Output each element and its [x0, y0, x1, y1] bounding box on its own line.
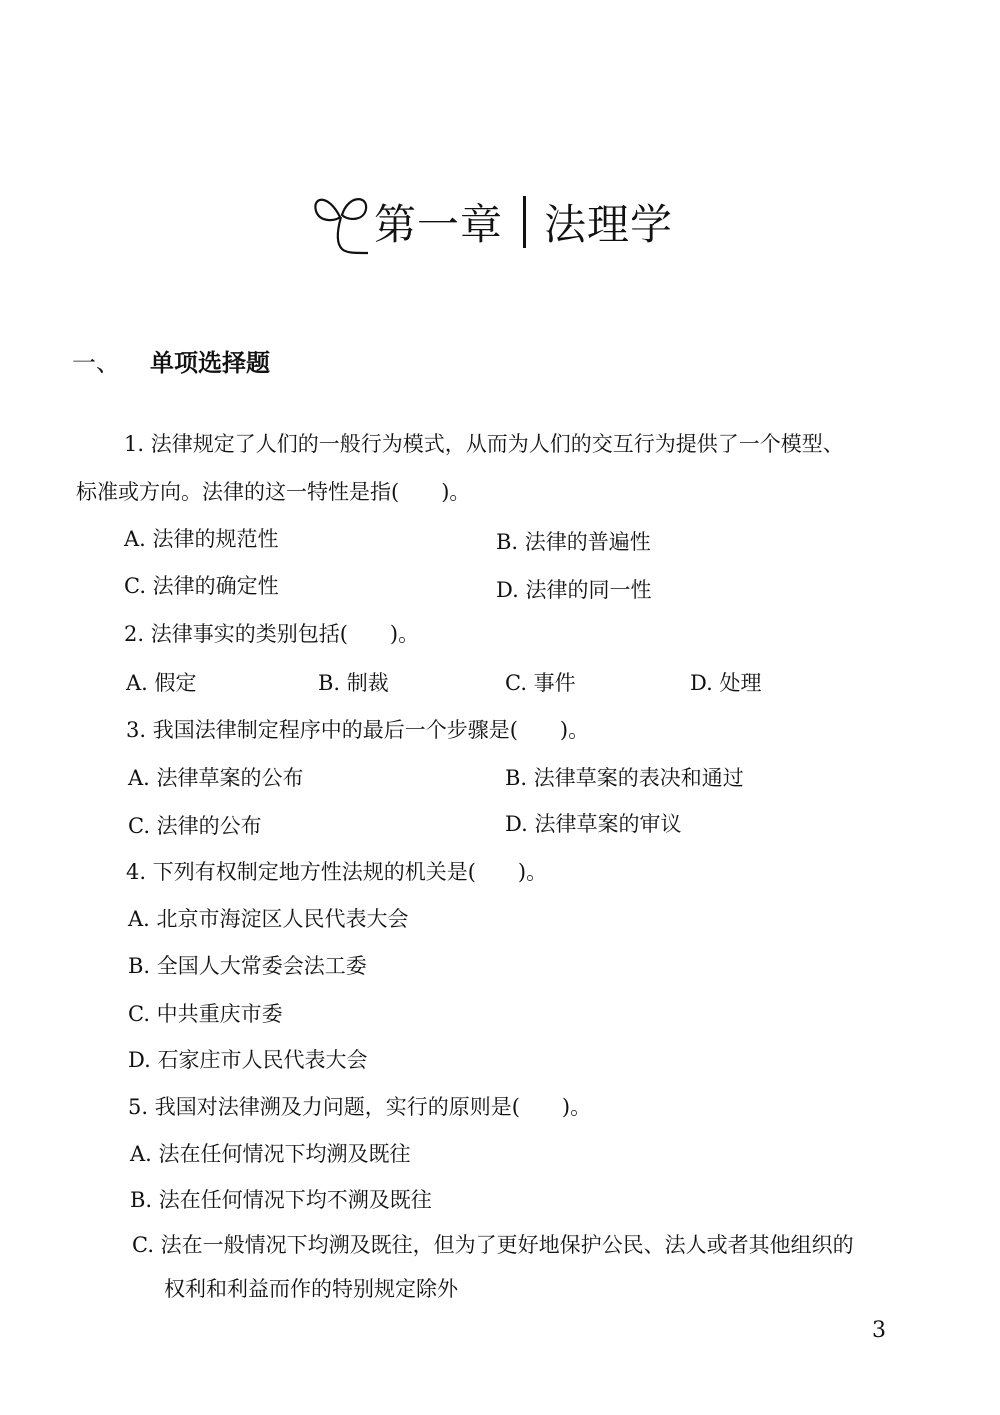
- question-1-option-c: C. 法律的确定性: [124, 574, 279, 598]
- question-4-option-a: A. 北京市海淀区人民代表大会: [128, 907, 409, 931]
- section-number: 一、: [72, 349, 120, 377]
- question-4-option-d: D. 石家庄市人民代表大会: [128, 1048, 368, 1072]
- page-number: 3: [872, 1318, 886, 1343]
- question-3-option-b: B. 法律草案的表决和通过: [505, 766, 744, 790]
- question-4-option-b: B. 全国人大常委会法工委: [128, 954, 367, 978]
- chapter-divider: [523, 196, 526, 248]
- chapter-title: 法理学: [544, 200, 674, 249]
- question-1-option-d: D. 法律的同一性: [496, 578, 652, 602]
- question-3-option-d: D. 法律草案的审议: [505, 812, 682, 836]
- question-2-option-d: D. 处理: [690, 671, 762, 695]
- question-2-stem: 2. 法律事实的类别包括( )。: [124, 622, 420, 646]
- question-5-option-c-line-2: 权利和利益而作的特别规定除外: [164, 1277, 458, 1301]
- question-1-line-1: 1. 法律规定了人们的一般行为模式，从而为人们的交互行为提供了一个模型、: [124, 432, 844, 456]
- chapter-heading: [310, 172, 673, 272]
- question-2-option-b: B. 制裁: [318, 671, 389, 695]
- question-5-option-a: A. 法在任何情况下均溯及既往: [130, 1142, 411, 1166]
- question-1-line-2: 标准或方向。法律的这一特性是指( )。: [76, 480, 471, 504]
- question-5-option-b: B. 法在任何情况下均不溯及既往: [130, 1188, 432, 1212]
- question-3-option-c: C. 法律的公布: [128, 814, 262, 838]
- question-1-option-a: A. 法律的规范性: [124, 527, 279, 551]
- question-4-option-c: C. 中共重庆市委: [128, 1002, 283, 1026]
- question-5-stem: 5. 我国对法律溯及力问题，实行的原则是( )。: [128, 1095, 592, 1119]
- question-1-option-b: B. 法律的普遍性: [496, 530, 651, 554]
- question-4-stem: 4. 下列有权制定地方性法规的机关是( )。: [126, 860, 548, 884]
- question-2-option-a: A. 假定: [126, 671, 197, 695]
- question-2-option-c: C. 事件: [505, 671, 576, 695]
- question-3-stem: 3. 我国法律制定程序中的最后一个步骤是( )。: [126, 718, 590, 742]
- question-3-option-a: A. 法律草案的公布: [128, 766, 304, 790]
- sprout-icon: [310, 187, 372, 257]
- chapter-number: 第一章: [374, 200, 504, 249]
- section-heading: [72, 343, 270, 378]
- section-title: 单项选择题: [150, 349, 270, 377]
- question-5-option-c-line-1: C. 法在一般情况下均溯及既往，但为了更好地保护公民、法人或者其他组织的: [132, 1233, 854, 1257]
